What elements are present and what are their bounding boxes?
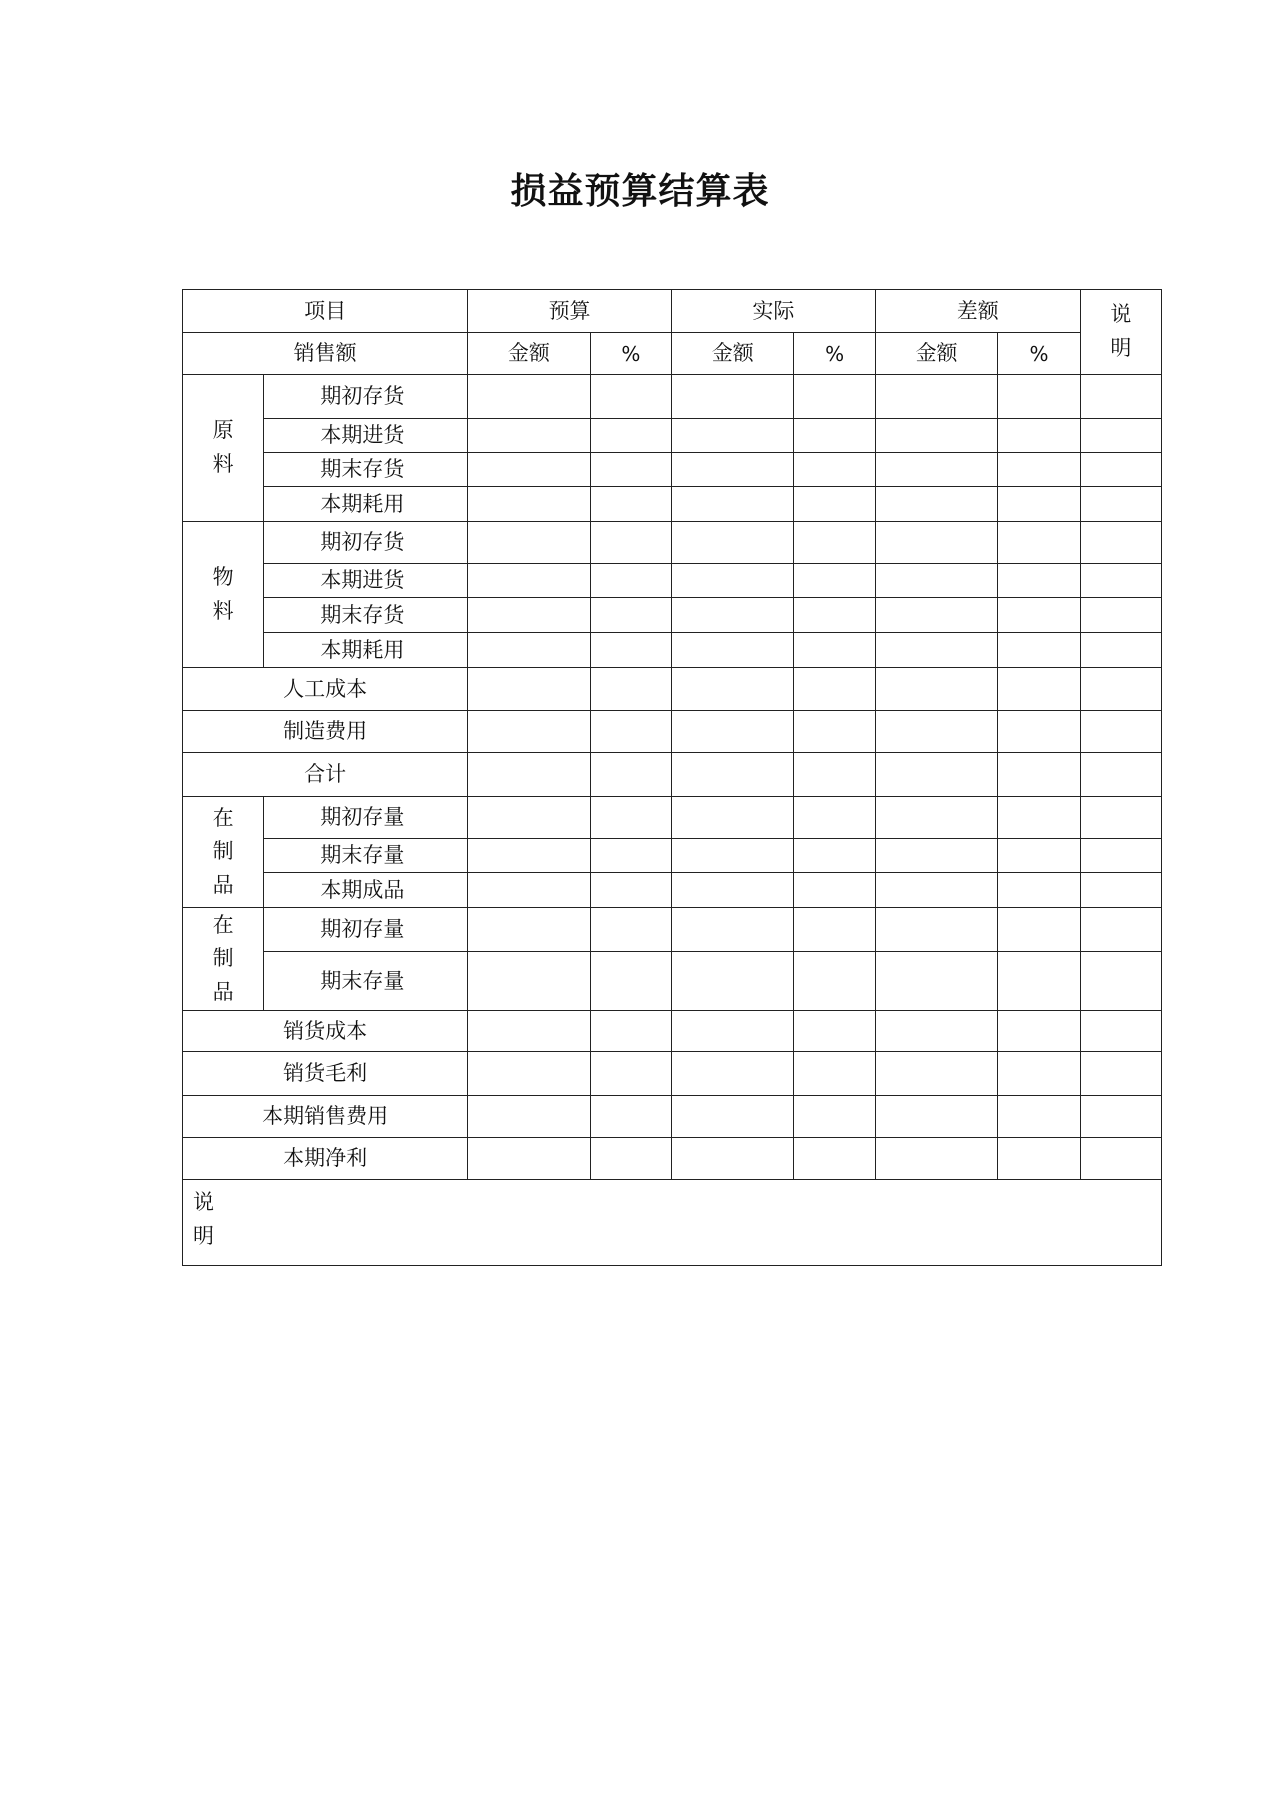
cell-diff-amount[interactable] <box>875 419 998 453</box>
cell-note[interactable] <box>1080 952 1161 1011</box>
cell-budget-amount[interactable] <box>468 1052 591 1096</box>
cell-actual-amount[interactable] <box>671 487 794 522</box>
table-row <box>183 522 1162 564</box>
cell-budget-amount[interactable] <box>468 797 591 839</box>
cell-diff-amount[interactable] <box>875 1011 998 1052</box>
cell-budget-percent[interactable] <box>590 633 671 668</box>
cell-actual-percent[interactable] <box>794 375 875 419</box>
cell-budget-amount[interactable] <box>468 668 591 711</box>
table-row <box>183 1096 1162 1138</box>
cell-budget-amount[interactable] <box>468 522 591 564</box>
cell-actual-percent[interactable] <box>794 711 875 753</box>
cell-budget-percent[interactable] <box>590 598 671 633</box>
cell-diff-amount[interactable] <box>875 598 998 633</box>
cell-budget-percent[interactable] <box>590 797 671 839</box>
cell-actual-percent[interactable] <box>794 797 875 839</box>
table-row <box>183 952 1162 1011</box>
cell-actual-percent[interactable] <box>794 453 875 487</box>
header-note: 说 明 <box>1080 290 1161 375</box>
page-title: 损益预算结算表 <box>510 171 770 212</box>
cell-diff-percent[interactable] <box>998 711 1080 753</box>
cell-actual-percent[interactable] <box>794 419 875 453</box>
table-row <box>183 839 1162 873</box>
cell-diff-percent[interactable] <box>998 633 1080 668</box>
cell-note[interactable] <box>1080 839 1161 873</box>
cell-actual-percent[interactable] <box>794 952 875 1011</box>
row-label: 合计 <box>183 753 468 797</box>
row-label: 销货毛利 <box>183 1052 468 1096</box>
cell-actual-percent[interactable] <box>794 522 875 564</box>
cell-diff-percent[interactable] <box>998 1011 1080 1052</box>
cell-budget-amount[interactable] <box>468 711 591 753</box>
cell-budget-percent[interactable] <box>590 668 671 711</box>
cell-budget-percent[interactable] <box>590 487 671 522</box>
cell-diff-percent[interactable] <box>998 1096 1080 1138</box>
cell-actual-percent[interactable] <box>794 564 875 598</box>
table-row <box>183 873 1162 908</box>
table-row <box>183 453 1162 487</box>
table-row <box>183 633 1162 668</box>
cell-actual-amount[interactable] <box>671 668 794 711</box>
cell-diff-percent[interactable] <box>998 668 1080 711</box>
cell-actual-amount[interactable] <box>671 453 794 487</box>
cell-actual-amount[interactable] <box>671 797 794 839</box>
cell-actual-amount[interactable] <box>671 419 794 453</box>
table-row <box>183 1138 1162 1180</box>
header-budget: 预算 <box>468 290 672 333</box>
cell-budget-percent[interactable] <box>590 453 671 487</box>
cell-note[interactable] <box>1080 1096 1161 1138</box>
cell-note[interactable] <box>1080 598 1161 633</box>
cell-diff-amount[interactable] <box>875 487 998 522</box>
row-label: 期初存货 <box>264 522 468 564</box>
cell-diff-percent[interactable] <box>998 839 1080 873</box>
cell-budget-percent[interactable] <box>590 1138 671 1180</box>
cell-diff-amount[interactable] <box>875 797 998 839</box>
cell-diff-amount[interactable] <box>875 1052 998 1096</box>
cell-note[interactable] <box>1080 797 1161 839</box>
cell-budget-percent[interactable] <box>590 419 671 453</box>
cell-actual-percent[interactable] <box>794 1052 875 1096</box>
header-item: 项目 <box>183 290 468 333</box>
cell-diff-percent[interactable] <box>998 873 1080 908</box>
cell-diff-amount[interactable] <box>875 711 998 753</box>
cell-budget-percent[interactable] <box>590 1096 671 1138</box>
cell-note[interactable] <box>1080 1011 1161 1052</box>
cell-budget-percent[interactable] <box>590 375 671 419</box>
cell-diff-percent[interactable] <box>998 453 1080 487</box>
cell-actual-amount[interactable] <box>671 633 794 668</box>
row-label: 期末存量 <box>264 839 468 873</box>
cell-diff-amount[interactable] <box>875 1096 998 1138</box>
cell-diff-amount[interactable] <box>875 839 998 873</box>
table-row <box>183 711 1162 753</box>
cell-actual-percent[interactable] <box>794 668 875 711</box>
row-label: 制造费用 <box>183 711 468 753</box>
cell-actual-amount[interactable] <box>671 564 794 598</box>
row-label: 本期成品 <box>264 873 468 908</box>
cell-note[interactable] <box>1080 668 1161 711</box>
cell-budget-amount[interactable] <box>468 908 591 952</box>
group-label-wip-2: 在 制 品 <box>183 908 264 1011</box>
cell-budget-amount[interactable] <box>468 1138 591 1180</box>
header-actual: 实际 <box>671 290 875 333</box>
cell-note[interactable] <box>1080 1138 1161 1180</box>
header-sales-amount: 销售额 <box>183 333 468 375</box>
cell-actual-amount[interactable] <box>671 952 794 1011</box>
footer-note-row <box>183 1180 1162 1266</box>
cell-actual-percent[interactable] <box>794 1138 875 1180</box>
cell-note[interactable] <box>1080 753 1161 797</box>
cell-budget-percent[interactable] <box>590 1011 671 1052</box>
cell-actual-amount[interactable] <box>671 873 794 908</box>
cell-budget-amount[interactable] <box>468 753 591 797</box>
cell-note[interactable] <box>1080 487 1161 522</box>
cell-diff-amount[interactable] <box>875 1138 998 1180</box>
cell-diff-percent[interactable] <box>998 1138 1080 1180</box>
cell-actual-percent[interactable] <box>794 598 875 633</box>
cell-diff-amount[interactable] <box>875 633 998 668</box>
cell-note[interactable] <box>1080 522 1161 564</box>
row-label: 期初存量 <box>264 908 468 952</box>
row-label: 本期耗用 <box>264 633 468 668</box>
footer-note[interactable]: 说 明 <box>183 1180 1162 1266</box>
cell-diff-amount[interactable] <box>875 873 998 908</box>
cell-diff-percent[interactable] <box>998 952 1080 1011</box>
cell-actual-percent[interactable] <box>794 1096 875 1138</box>
cell-actual-amount[interactable] <box>671 1011 794 1052</box>
cell-budget-percent[interactable] <box>590 839 671 873</box>
table-row <box>183 668 1162 711</box>
cell-budget-amount[interactable] <box>468 873 591 908</box>
table-row <box>183 598 1162 633</box>
row-label: 本期进货 <box>264 419 468 453</box>
cell-actual-percent[interactable] <box>794 487 875 522</box>
cell-budget-amount[interactable] <box>468 564 591 598</box>
row-label: 本期销售费用 <box>183 1096 468 1138</box>
cell-note[interactable] <box>1080 419 1161 453</box>
cell-note[interactable] <box>1080 633 1161 668</box>
cell-diff-percent[interactable] <box>998 753 1080 797</box>
cell-actual-percent[interactable] <box>794 839 875 873</box>
cell-note[interactable] <box>1080 453 1161 487</box>
cell-budget-percent[interactable] <box>590 908 671 952</box>
cell-note[interactable] <box>1080 908 1161 952</box>
cell-actual-percent[interactable] <box>794 908 875 952</box>
row-label: 期末存货 <box>264 598 468 633</box>
cell-diff-percent[interactable] <box>998 522 1080 564</box>
row-label: 本期进货 <box>264 564 468 598</box>
cell-budget-amount[interactable] <box>468 487 591 522</box>
cell-actual-percent[interactable] <box>794 633 875 668</box>
cell-diff-percent[interactable] <box>998 1052 1080 1096</box>
cell-diff-percent[interactable] <box>998 419 1080 453</box>
row-label: 期末存量 <box>264 952 468 1011</box>
row-label: 期初存量 <box>264 797 468 839</box>
cell-budget-amount[interactable] <box>468 633 591 668</box>
cell-actual-amount[interactable] <box>671 1138 794 1180</box>
cell-budget-percent[interactable] <box>590 952 671 1011</box>
cell-budget-amount[interactable] <box>468 598 591 633</box>
table-row <box>183 753 1162 797</box>
table-row <box>183 487 1162 522</box>
header-actual-amount: 金额 <box>671 333 794 375</box>
row-label: 本期耗用 <box>264 487 468 522</box>
budget-table <box>182 289 1162 1266</box>
cell-actual-amount[interactable] <box>671 711 794 753</box>
cell-note[interactable] <box>1080 873 1161 908</box>
cell-diff-percent[interactable] <box>998 598 1080 633</box>
cell-diff-amount[interactable] <box>875 753 998 797</box>
cell-budget-percent[interactable] <box>590 564 671 598</box>
cell-budget-percent[interactable] <box>590 522 671 564</box>
cell-budget-percent[interactable] <box>590 753 671 797</box>
cell-note[interactable] <box>1080 564 1161 598</box>
cell-diff-percent[interactable] <box>998 487 1080 522</box>
header-diff-percent: % <box>998 333 1080 375</box>
cell-budget-percent[interactable] <box>590 711 671 753</box>
row-label: 期末存货 <box>264 453 468 487</box>
cell-actual-amount[interactable] <box>671 375 794 419</box>
header-budget-amount: 金额 <box>468 333 591 375</box>
table-row <box>183 1011 1162 1052</box>
cell-actual-amount[interactable] <box>671 908 794 952</box>
cell-diff-amount[interactable] <box>875 952 998 1011</box>
cell-actual-percent[interactable] <box>794 753 875 797</box>
cell-diff-percent[interactable] <box>998 797 1080 839</box>
cell-budget-amount[interactable] <box>468 839 591 873</box>
cell-diff-amount[interactable] <box>875 908 998 952</box>
cell-actual-percent[interactable] <box>794 873 875 908</box>
header-budget-percent: % <box>590 333 671 375</box>
cell-budget-percent[interactable] <box>590 873 671 908</box>
cell-budget-amount[interactable] <box>468 952 591 1011</box>
cell-diff-percent[interactable] <box>998 908 1080 952</box>
header-row-1 <box>183 290 1162 333</box>
table-row <box>183 419 1162 453</box>
cell-diff-amount[interactable] <box>875 522 998 564</box>
cell-actual-amount[interactable] <box>671 598 794 633</box>
cell-actual-amount[interactable] <box>671 1052 794 1096</box>
row-label: 本期净利 <box>183 1138 468 1180</box>
cell-actual-amount[interactable] <box>671 839 794 873</box>
table-row <box>183 797 1162 839</box>
cell-actual-amount[interactable] <box>671 522 794 564</box>
cell-budget-amount[interactable] <box>468 453 591 487</box>
cell-diff-percent[interactable] <box>998 375 1080 419</box>
cell-diff-amount[interactable] <box>875 564 998 598</box>
group-label-material: 物 料 <box>183 522 264 668</box>
table-row <box>183 908 1162 952</box>
row-label: 期初存货 <box>264 375 468 419</box>
row-label: 销货成本 <box>183 1011 468 1052</box>
cell-note[interactable] <box>1080 375 1161 419</box>
cell-budget-percent[interactable] <box>590 1052 671 1096</box>
header-row-2 <box>183 333 1162 375</box>
cell-note[interactable] <box>1080 1052 1161 1096</box>
table-row <box>183 375 1162 419</box>
row-label: 人工成本 <box>183 668 468 711</box>
cell-diff-percent[interactable] <box>998 564 1080 598</box>
table-row <box>183 1052 1162 1096</box>
cell-budget-amount[interactable] <box>468 1011 591 1052</box>
cell-diff-amount[interactable] <box>875 453 998 487</box>
cell-diff-amount[interactable] <box>875 375 998 419</box>
cell-actual-percent[interactable] <box>794 1011 875 1052</box>
cell-diff-amount[interactable] <box>875 668 998 711</box>
cell-budget-amount[interactable] <box>468 1096 591 1138</box>
cell-actual-amount[interactable] <box>671 753 794 797</box>
cell-note[interactable] <box>1080 711 1161 753</box>
cell-budget-amount[interactable] <box>468 375 591 419</box>
cell-budget-amount[interactable] <box>468 419 591 453</box>
header-diff: 差额 <box>875 290 1080 333</box>
cell-actual-amount[interactable] <box>671 1096 794 1138</box>
table-row <box>183 564 1162 598</box>
group-label-wip-1: 在 制 品 <box>183 797 264 908</box>
header-actual-percent: % <box>794 333 875 375</box>
group-label-raw: 原 料 <box>183 375 264 522</box>
header-diff-amount: 金额 <box>875 333 998 375</box>
